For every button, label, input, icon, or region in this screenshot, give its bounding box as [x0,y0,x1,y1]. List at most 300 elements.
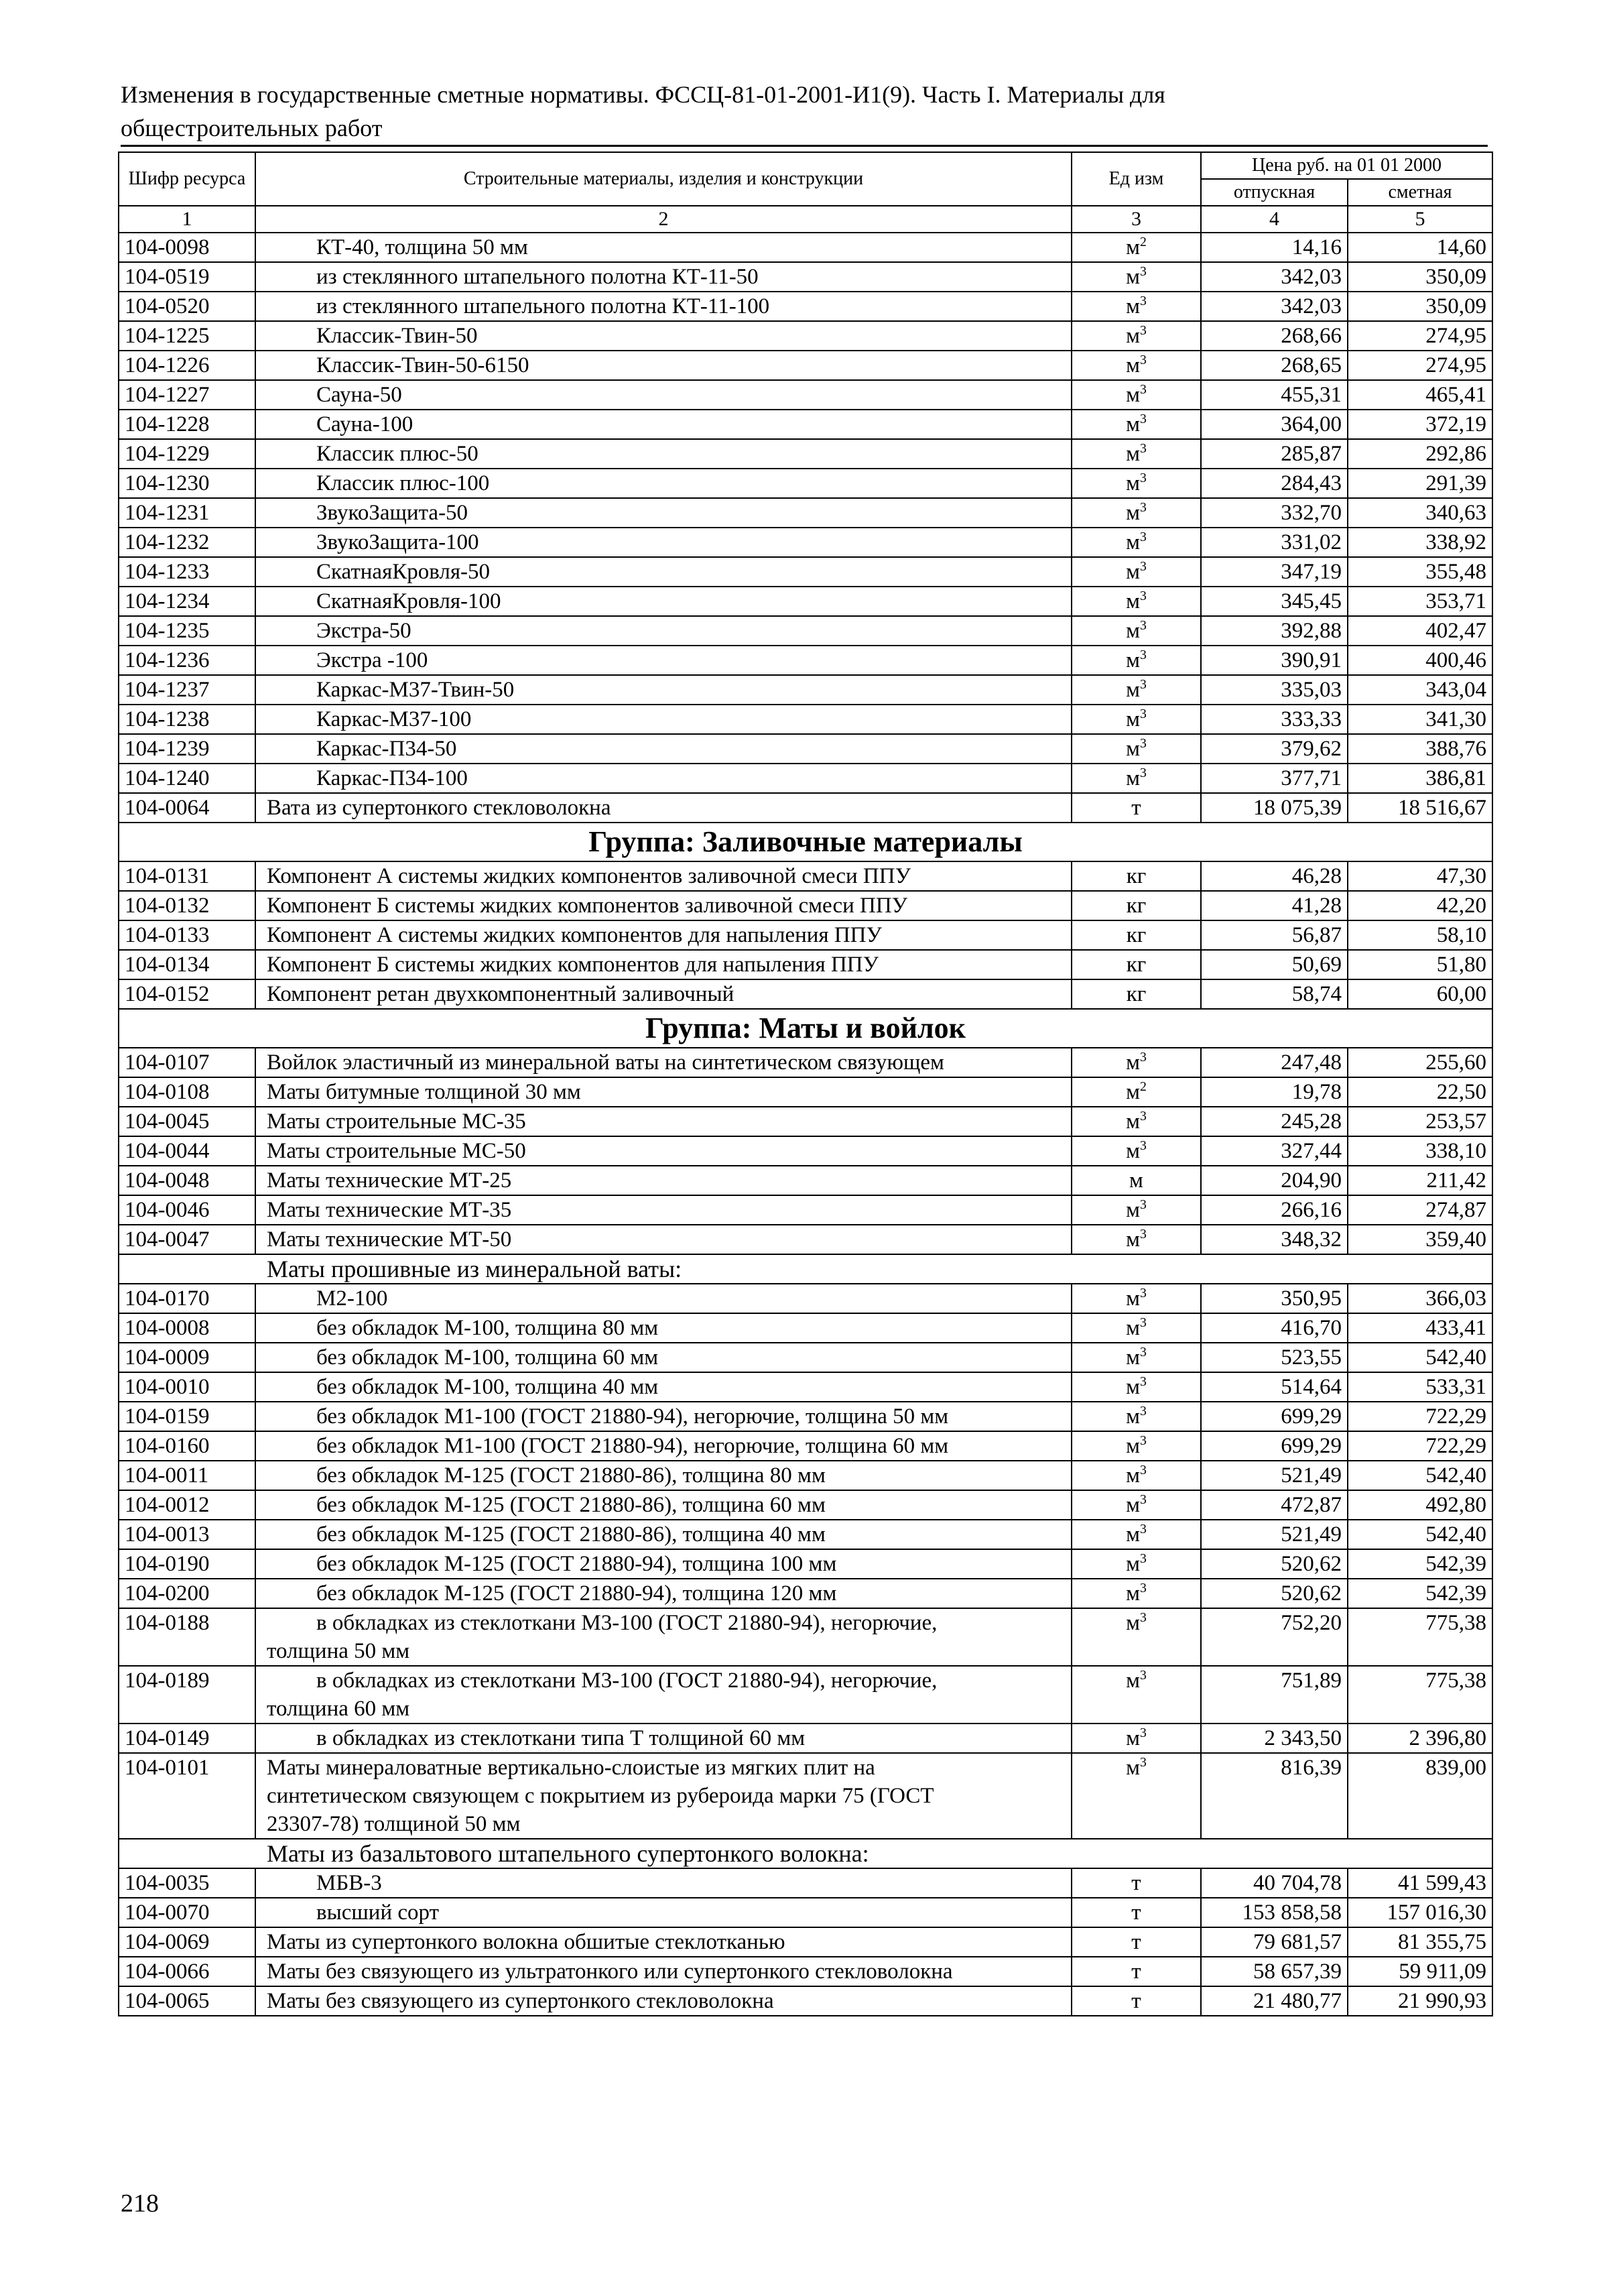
price-table [118,152,1493,2016]
group-heading [119,1009,1492,1048]
material-name: без обкладок М-125 (ГОСТ 21880-94), толщина 120 мм [255,1579,1072,1608]
price-estimate: 21 990,93 [1348,1986,1492,2016]
price-estimate: 340,63 [1348,498,1492,528]
table-row [119,793,1492,823]
price-estimate: 292,86 [1348,439,1492,469]
price-estimate: 274,95 [1348,321,1492,351]
table-row [119,764,1492,793]
price-estimate: 839,00 [1348,1753,1492,1839]
table-row [119,646,1492,675]
price-release: 345,45 [1201,587,1348,616]
material-name: СкатнаяКровля-100 [255,587,1072,616]
material-name: Каркас-П34-50 [255,734,1072,764]
material-name: из стеклянного штапельного полотна КТ-11-100 [255,292,1072,321]
unit-of-measure: $м^3$ [1072,1461,1201,1490]
table-row [119,528,1492,557]
table-row [119,1107,1492,1136]
price-estimate: 255,60 [1348,1048,1492,1077]
table-row [119,1666,1492,1724]
material-name: без обкладок М-100, толщина 60 мм [255,1343,1072,1372]
resource-code: 104-0045 [119,1107,255,1136]
unit-of-measure: $м^3$ [1072,675,1201,705]
column-number: 2 [255,206,1072,233]
resource-code: 104-0200 [119,1579,255,1608]
price-estimate: 41 599,43 [1348,1868,1492,1898]
material-name: Классик плюс-50 [255,439,1072,469]
unit-of-measure: т [1072,1927,1201,1957]
unit-of-measure: $м^3$ [1072,1579,1201,1608]
price-estimate: 722,29 [1348,1431,1492,1461]
resource-code: 104-1234 [119,587,255,616]
resource-code: 104-1229 [119,439,255,469]
material-name: Сауна-50 [255,380,1072,410]
material-name: Экстра -100 [255,646,1072,675]
price-release: 331,02 [1201,528,1348,557]
material-name [255,1608,1072,1666]
material-name-line: в обкладках из стеклоткани М3-100 (ГОСТ 21880-94), негорючие, [316,1611,938,1635]
material-name-line: 23307-78) толщиной 50 мм [267,1812,521,1836]
unit-of-measure: т [1072,793,1201,823]
table-row [119,705,1492,734]
price-release: 19,78 [1201,1077,1348,1107]
resource-code: 104-0047 [119,1225,255,1254]
material-name: ЗвукоЗащита-100 [255,528,1072,557]
price-estimate: 14,60 [1348,233,1492,262]
unit-of-measure: $м^3$ [1072,469,1201,498]
resource-code: 104-0044 [119,1136,255,1166]
table-row [119,1490,1492,1520]
price-release: 58 657,39 [1201,1957,1348,1986]
price-estimate: 338,92 [1348,528,1492,557]
unit-of-measure: $м^3$ [1072,1107,1201,1136]
table-row [119,1579,1492,1608]
table-row [119,410,1492,439]
table-row [119,1927,1492,1957]
resource-code: 104-1226 [119,351,255,380]
unit-of-measure: $м^2$ [1072,233,1201,262]
material-name [255,1666,1072,1724]
column-number: 5 [1348,206,1492,233]
material-name: Классик-Твин-50-6150 [255,351,1072,380]
material-name: Маты из супертонкого волокна обшитые стеклотканью [255,1927,1072,1957]
price-release: 266,16 [1201,1195,1348,1225]
resource-code: 104-0519 [119,262,255,292]
resource-code: 104-0009 [119,1343,255,1372]
price-release: 46,28 [1201,861,1348,891]
price-release: 245,28 [1201,1107,1348,1136]
subgroup-heading [119,1839,1492,1868]
material-name: Компонент ретан двухкомпонентный заливочный [255,979,1072,1009]
material-name: Каркас-М37-100 [255,705,1072,734]
table-row [119,351,1492,380]
material-name: без обкладок М1-100 (ГОСТ 21880-94), негорючие, толщина 60 мм [255,1431,1072,1461]
table-row [119,1077,1492,1107]
price-release: 79 681,57 [1201,1927,1348,1957]
resource-code: 104-1239 [119,734,255,764]
price-estimate: 542,39 [1348,1549,1492,1579]
table-row [119,861,1492,891]
material-name: Экстра-50 [255,616,1072,646]
price-release: 204,90 [1201,1166,1348,1195]
unit-of-measure: кг [1072,979,1201,1009]
price-estimate: 274,95 [1348,351,1492,380]
price-release: 348,32 [1201,1225,1348,1254]
material-name: Маты без связующего из супертонкого стекловолокна [255,1986,1072,2016]
price-release: 752,20 [1201,1608,1348,1666]
price-release: 521,49 [1201,1520,1348,1549]
group-heading [119,823,1492,861]
price-estimate: 343,04 [1348,675,1492,705]
material-name: Компонент Б системы жидких компонентов для напыления ППУ [255,950,1072,979]
price-estimate: 386,81 [1348,764,1492,793]
unit-of-measure: т [1072,1868,1201,1898]
price-release: 247,48 [1201,1048,1348,1077]
resource-code: 104-0011 [119,1461,255,1490]
price-estimate: 341,30 [1348,705,1492,734]
column-number: 1 [119,206,255,233]
table-row [119,1195,1492,1225]
unit-of-measure: $м^3$ [1072,1549,1201,1579]
table-row [119,321,1492,351]
unit-of-measure: $м^2$ [1072,1077,1201,1107]
table-row [119,380,1492,410]
price-estimate: 211,42 [1348,1166,1492,1195]
table-row [119,262,1492,292]
table-row [119,1898,1492,1927]
table-row [119,1520,1492,1549]
price-release: 18 075,39 [1201,793,1348,823]
header-line-2: общестроительных работ [121,115,383,141]
price-release: 14,16 [1201,233,1348,262]
unit-of-measure: $м^3$ [1072,1225,1201,1254]
resource-code: 104-0046 [119,1195,255,1225]
material-name: Вата из супертонкого стекловолокна [255,793,1072,823]
material-name: Маты строительные МС-50 [255,1136,1072,1166]
material-name: Маты технические МТ-35 [255,1195,1072,1225]
price-release: 751,89 [1201,1666,1348,1724]
table-row [119,1753,1492,1839]
price-table-wrap [118,152,1492,2016]
price-estimate: 60,00 [1348,979,1492,1009]
table-row [119,979,1492,1009]
unit-of-measure: $м^3$ [1072,557,1201,587]
resource-code: 104-0048 [119,1166,255,1195]
unit-of-measure: кг [1072,950,1201,979]
unit-of-measure: $м^3$ [1072,262,1201,292]
price-estimate: 722,29 [1348,1402,1492,1431]
price-release: 284,43 [1201,469,1348,498]
table-row [119,1986,1492,2016]
material-name: Маты битумные толщиной 30 мм [255,1077,1072,1107]
column-number: 3 [1072,206,1201,233]
price-estimate: 350,09 [1348,292,1492,321]
price-release: 350,95 [1201,1284,1348,1313]
unit-of-measure: кг [1072,891,1201,920]
unit-of-measure: $м^3$ [1072,1313,1201,1343]
price-estimate: 355,48 [1348,557,1492,587]
unit-of-measure: $м^3$ [1072,439,1201,469]
price-release: 392,88 [1201,616,1348,646]
price-estimate: 775,38 [1348,1608,1492,1666]
resource-code: 104-0012 [119,1490,255,1520]
price-estimate: 338,10 [1348,1136,1492,1166]
unit-of-measure: $м^3$ [1072,1195,1201,1225]
table-row [119,1402,1492,1431]
price-estimate: 2 396,80 [1348,1724,1492,1753]
resource-code: 104-0152 [119,979,255,1009]
resource-code: 104-1235 [119,616,255,646]
unit-of-measure: $м^3$ [1072,705,1201,734]
price-release: 58,74 [1201,979,1348,1009]
price-release: 455,31 [1201,380,1348,410]
material-name: в обкладках из стеклоткани типа Т толщиной 60 мм [255,1724,1072,1753]
material-name-line: толщина 50 мм [267,1639,410,1663]
table-row [119,1313,1492,1343]
price-release: 520,62 [1201,1579,1348,1608]
unit-of-measure: $м^3$ [1072,380,1201,410]
table-row [119,498,1492,528]
resource-code: 104-0035 [119,1868,255,1898]
price-estimate: 291,39 [1348,469,1492,498]
page-number: 218 [121,2189,159,2218]
column-number-row [119,206,1492,233]
resource-code: 104-1231 [119,498,255,528]
resource-code: 104-0108 [119,1077,255,1107]
resource-code: 104-0131 [119,861,255,891]
table-row [119,675,1492,705]
price-estimate: 359,40 [1348,1225,1492,1254]
resource-code: 104-0098 [119,233,255,262]
price-release: 153 858,58 [1201,1898,1348,1927]
material-name: без обкладок М-125 (ГОСТ 21880-86), толщина 40 мм [255,1520,1072,1549]
price-estimate: 42,20 [1348,891,1492,920]
resource-code: 104-0160 [119,1431,255,1461]
table-row [119,1166,1492,1195]
material-name: без обкладок М-100, толщина 40 мм [255,1372,1072,1402]
price-estimate: 59 911,09 [1348,1957,1492,1986]
price-estimate: 81 355,75 [1348,1927,1492,1957]
resource-code: 104-0064 [119,793,255,823]
material-name: Маты строительные МС-35 [255,1107,1072,1136]
material-name-line: толщина 60 мм [267,1697,410,1721]
unit-of-measure: $м^3$ [1072,321,1201,351]
col-header-unit: Ед изм [1072,152,1201,206]
price-release: 335,03 [1201,675,1348,705]
resource-code: 104-1236 [119,646,255,675]
resource-code: 104-1228 [119,410,255,439]
document-header [121,78,1488,145]
table-row [119,1284,1492,1313]
unit-of-measure: $м^3$ [1072,1136,1201,1166]
price-release: 50,69 [1201,950,1348,979]
table-row [119,1461,1492,1490]
unit-of-measure: т [1072,1986,1201,2016]
material-name: Компонент А системы жидких компонентов для напыления ППУ [255,920,1072,950]
price-estimate: 18 516,67 [1348,793,1492,823]
material-name: Классик плюс-100 [255,469,1072,498]
price-release: 347,19 [1201,557,1348,587]
resource-code: 104-1225 [119,321,255,351]
material-name: СкатнаяКровля-50 [255,557,1072,587]
unit-of-measure: т [1072,1898,1201,1927]
material-name-line: в обкладках из стеклоткани М3-100 (ГОСТ 21880-94), негорючие, [316,1669,938,1693]
material-name: Маты технические МТ-25 [255,1166,1072,1195]
price-release: 514,64 [1201,1372,1348,1402]
material-name: ЗвукоЗащита-50 [255,498,1072,528]
price-estimate: 372,19 [1348,410,1492,439]
resource-code: 104-1237 [119,675,255,705]
unit-of-measure: кг [1072,861,1201,891]
table-row [119,469,1492,498]
unit-of-measure: $м^3$ [1072,616,1201,646]
table-row [119,1343,1492,1372]
price-release: 21 480,77 [1201,1986,1348,2016]
group-heading-label: Группа: Маты и войлок [119,1009,1492,1048]
column-number: 4 [1201,206,1348,233]
price-estimate: 253,57 [1348,1107,1492,1136]
price-estimate: 58,10 [1348,920,1492,950]
resource-code: 104-0188 [119,1608,255,1666]
resource-code: 104-0101 [119,1753,255,1839]
table-row [119,1724,1492,1753]
price-estimate: 400,46 [1348,646,1492,675]
price-estimate: 402,47 [1348,616,1492,646]
material-name: Каркас-М37-Твин-50 [255,675,1072,705]
price-release: 41,28 [1201,891,1348,920]
resource-code: 104-0134 [119,950,255,979]
resource-code: 104-0520 [119,292,255,321]
material-name: без обкладок М-100, толщина 80 мм [255,1313,1072,1343]
resource-code: 104-0133 [119,920,255,950]
resource-code: 104-1238 [119,705,255,734]
material-name: Компонент А системы жидких компонентов заливочной смеси ППУ [255,861,1072,891]
price-estimate: 350,09 [1348,262,1492,292]
unit-of-measure: $м^3$ [1072,1520,1201,1549]
material-name: без обкладок М-125 (ГОСТ 21880-86), толщина 60 мм [255,1490,1072,1520]
resource-code: 104-0066 [119,1957,255,1986]
price-release: 2 343,50 [1201,1724,1348,1753]
material-name-line: синтетическом связующем с покрытием из рубероида марки 75 (ГОСТ [267,1784,934,1808]
resource-code: 104-1232 [119,528,255,557]
material-name: Компонент Б системы жидких компонентов заливочной смеси ППУ [255,891,1072,920]
price-release: 40 704,78 [1201,1868,1348,1898]
material-name: высший сорт [255,1898,1072,1927]
price-estimate: 47,30 [1348,861,1492,891]
price-estimate: 542,40 [1348,1343,1492,1372]
price-estimate: 542,40 [1348,1461,1492,1490]
table-row [119,616,1492,646]
unit-of-measure: т [1072,1957,1201,1986]
table-row [119,233,1492,262]
unit-of-measure: $м^3$ [1072,1343,1201,1372]
price-estimate: 465,41 [1348,380,1492,410]
material-name-line: Маты минераловатные вертикально-слоистые из мягких плит на [267,1756,875,1780]
subgroup-heading-label: Маты из базальтового штапельного супертонкого волокна: [119,1839,1492,1868]
price-estimate: 542,39 [1348,1579,1492,1608]
table-row [119,1225,1492,1254]
price-release: 699,29 [1201,1402,1348,1431]
price-release: 332,70 [1201,498,1348,528]
table-row [119,1868,1492,1898]
unit-of-measure: м [1072,1166,1201,1195]
price-release: 342,03 [1201,292,1348,321]
resource-code: 104-1240 [119,764,255,793]
price-release: 327,44 [1201,1136,1348,1166]
resource-code: 104-0190 [119,1549,255,1579]
unit-of-measure: кг [1072,920,1201,950]
price-release: 521,49 [1201,1461,1348,1490]
table-row [119,891,1492,920]
resource-code: 104-0170 [119,1284,255,1313]
price-release: 342,03 [1201,262,1348,292]
price-release: 56,87 [1201,920,1348,950]
price-release: 523,55 [1201,1343,1348,1372]
material-name: Каркас-П34-100 [255,764,1072,793]
table-row [119,1136,1492,1166]
unit-of-measure: $м^3$ [1072,1431,1201,1461]
col-header-price: Цена руб. на 01 01 2000 [1201,152,1492,179]
price-release: 390,91 [1201,646,1348,675]
unit-of-measure: $м^3$ [1072,410,1201,439]
resource-code: 104-1233 [119,557,255,587]
material-name: Маты без связующего из ультратонкого или супертонкого стекловолокна [255,1957,1072,1986]
price-release: 699,29 [1201,1431,1348,1461]
resource-code: 104-1227 [119,380,255,410]
table-row [119,439,1492,469]
unit-of-measure: $м^3$ [1072,646,1201,675]
price-estimate: 22,50 [1348,1077,1492,1107]
unit-of-measure: $м^3$ [1072,1753,1201,1839]
price-release: 816,39 [1201,1753,1348,1839]
price-estimate: 388,76 [1348,734,1492,764]
material-name: без обкладок М-125 (ГОСТ 21880-86), толщина 80 мм [255,1461,1072,1490]
resource-code: 104-0107 [119,1048,255,1077]
material-name: без обкладок М1-100 (ГОСТ 21880-94), негорючие, толщина 50 мм [255,1402,1072,1431]
unit-of-measure: $м^3$ [1072,1724,1201,1753]
price-estimate: 366,03 [1348,1284,1492,1313]
material-name: КТ-40, толщина 50 мм [255,233,1072,262]
header-rule [121,145,1488,147]
price-estimate: 157 016,30 [1348,1898,1492,1927]
resource-code: 104-0013 [119,1520,255,1549]
unit-of-measure: $м^3$ [1072,528,1201,557]
material-name: М2-100 [255,1284,1072,1313]
table-row [119,1608,1492,1666]
col-header-price-release: отпускная [1201,179,1348,206]
subgroup-heading [119,1254,1492,1284]
unit-of-measure: $м^3$ [1072,1608,1201,1666]
unit-of-measure: $м^3$ [1072,764,1201,793]
price-release: 416,70 [1201,1313,1348,1343]
unit-of-measure: $м^3$ [1072,1402,1201,1431]
unit-of-measure: $м^3$ [1072,351,1201,380]
price-estimate: 533,31 [1348,1372,1492,1402]
price-estimate: 433,41 [1348,1313,1492,1343]
table-row [119,557,1492,587]
price-release: 379,62 [1201,734,1348,764]
table-row [119,292,1492,321]
material-name: МБВ-3 [255,1868,1072,1898]
table-row [119,1048,1492,1077]
material-name: Сауна-100 [255,410,1072,439]
unit-of-measure: $м^3$ [1072,734,1201,764]
table-row [119,1372,1492,1402]
resource-code: 104-0149 [119,1724,255,1753]
table-row [119,920,1492,950]
unit-of-measure: $м^3$ [1072,1666,1201,1724]
unit-of-measure: $м^3$ [1072,292,1201,321]
unit-of-measure: $м^3$ [1072,1048,1201,1077]
